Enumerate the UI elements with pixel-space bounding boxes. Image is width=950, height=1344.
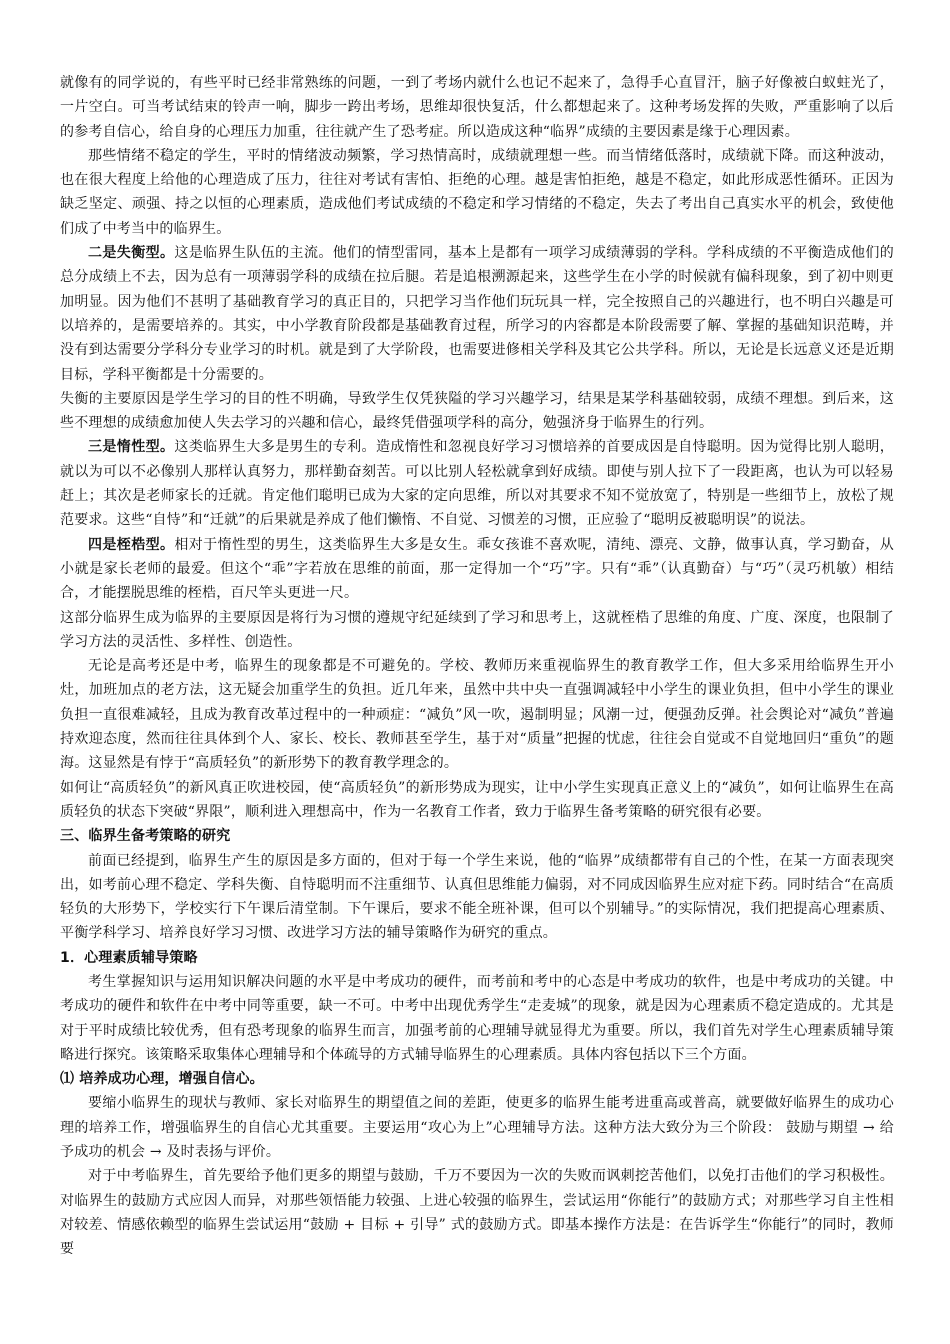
paragraph: 那些情绪不稳定的学生，平时的情绪波动频繁，学习热情高时，成绩就理想一些。而当情绪低落时，成绩就下降。而这种波动，也在很大程度上给他的心理造成了压力，往往对考试有害怕、拒绝的心理。越是害怕拒绝，越是不稳定，如此形成恶性循环。正因为缺乏坚定、顽强、持之以恒的心理素质，造成他们考试成绩的不稳定和学习情绪的不稳定，失去了考出自己真实水平的机会，致使他们成了中考当中的临界生。 [60, 147, 894, 237]
paragraph: 前面已经提到，临界生产生的原因是多方面的，但对于每一个学生来说，他的“临界”成绩都带有自己的个性，在某一方面表现突出，如考前心理不稳定、学科失衡、自恃聪明而不注重细节、认真但思维能力偏弱，对不同成因临界生应对症下药。同时结合“在高质轻负的大形势下，学校实行下午课后清堂制。下午课后，要求不能全班补课，但可以个别辅导。”的实际情况，我们把提高心理素质、平衡学科学习、培养良好学习习惯、改进学习方法的辅导策略作为研究的重点。 [60, 852, 894, 942]
paragraph [60, 435, 894, 532]
paragraph: 这部分临界生成为临界的主要原因是将行为习惯的遵规守纪延续到了学习和思考上，这就桎梏了思维的角度、广度、深度，也限制了学习方法的灵活性、多样性、创造性。 [60, 609, 894, 650]
paragraph: 要缩小临界生的现状与教师、家长对临界生的期望值之间的差距，使更多的临界生能考进重高或普高，就要做好临界生的成功心理的培养工作，增强临界生的自信心尤其重要。主要运用“攻心为上”心理辅导方法。这种方法大致分为三个阶段： 鼓励与期望 → 给予成功的机会 → 及时表扬与评价。 [60, 1095, 894, 1161]
paragraph: 就像有的同学说的，有些平时已经非常熟练的问题，一到了考场内就什么也记不起来了，急得手心直冒汗，脑子好像被白蚁蛀光了，一片空白。可当考试结束的铃声一响，脚步一跨出考场，思维却很快复活，什么都想起来了。这种考场发挥的失败，严重影响了以后的参考自信心，给自身的心理压力加重，往往就产生了恐考症。所以造成这种“临界”成绩的主要因素是缘于心理因素。 [60, 75, 894, 140]
paragraph [60, 533, 894, 606]
paragraph: 无论是高考还是中考，临界生的现象都是不可避免的。学校、教师历来重视临界生的教育教学工作，但大多采用给临界生开小灶，加班加点的老方法，这无疑会加重学生的负担。近几年来，虽然中共中央一直强调减轻中小学生的课业负担，但中小学生的课业负担一直很难减轻，且成为教育改革过程中的一种顽症：“减负”风一吹，遏制明显；风潮一过，便强劲反弹。社会舆论对“减负”普遍持欢迎态度，然而往往具体到个人、家长、校长、教师甚至学生，基于对“质量”把握的忧虑，往往会自觉或不自觉地回归“重负”的题海。这显然是有悖于“高质轻负”的新形势下的教育教学理念的。 [60, 658, 894, 772]
paragraph-lead: 四是桎梏型。 [88, 536, 175, 553]
subsubsection-heading: ⑴ 培养成功心理，增强自信心。 [60, 1071, 264, 1088]
paragraph: 失衡的主要原因是学生学习的目的性不明确，导致学生仅凭狭隘的学习兴趣学习，结果是某学科基础较弱，成绩不理想。到后来，这些不理想的成绩愈加使人失去学习的兴趣和信心，最终凭借强项学科的高分，勉强济身于临界生的行列。 [60, 390, 894, 432]
subsection-heading: 1．心理素质辅导策略 [60, 949, 198, 966]
paragraph [60, 241, 894, 387]
paragraph-text: 这类临界生大多是男生的专利。造成惰性和忽视良好学习习惯培养的首要成因是自恃聪明。因为觉得比别人聪明，就以为可以不必像别人那样认真努力，那样勤奋刻苦。可以比别人轻松就拿到好成绩。即使与别人拉下了一段距离，也认为可以轻易赶上；其次是老师家长的迁就。肯定他们聪明已成为大家的定向思维，所以对其要求不知不觉放宽了，特别是一些细节上，放松了规范要求。这些“自恃”和“迁就”的后果就是养成了他们懒惰、不自觉、习惯差的习惯，正应验了“聪明反被聪明误”的说法。 [60, 439, 895, 529]
section-heading: 三、临界生备考策略的研究 [60, 828, 231, 845]
paragraph: 考生掌握知识与运用知识解决问题的水平是中考成功的硬件，而考前和考中的心态是中考成功的软件，也是中考成功的关键。中考成功的硬件和软件在中考中同等重要，缺一不可。中考中出现优秀学生“走麦城”的现象，就是因为心理素质不稳定造成的。尤其是对于平时成绩比较优秀，但有恐考现象的临界生而言，加强考前的心理辅导就显得尤为重要。所以，我们首先对学生心理素质辅导策略进行探究。该策略采取集体心理辅导和个体疏导的方式辅导临界生的心理素质。具体内容包括以下三个方面。 [60, 973, 894, 1063]
paragraph: 如何让“高质轻负”的新风真正吹进校园，使“高质轻负”的新形势成为现实，让中小学生实现真正意义上的“减负”，如何让临界生在高质轻负的状态下突破“界限”，顺利进入理想高中，作为一名教育工作者，致力于临界生备考策略的研究很有必要。 [60, 779, 894, 820]
paragraph-text: 相对于惰性型的男生，这类临界生大多是女生。乖女孩谁不喜欢呢，清纯、漂亮、文静，做事认真，学习勤奋，从小就是家长老师的最爱。但这个“乖”字若放在思维的前面，那一定得加一个“巧”字。只有“乖”（认真勤奋）与“巧”（灵巧机敏）相结合，才能摆脱思维的桎梏，百尺竿头更进一尺。 [60, 536, 895, 602]
paragraph-text: 这是临界生队伍的主流。他们的情型雷同，基本上是都有一项学习成绩薄弱的学科。学科成绩的不平衡造成他们的总分成绩上不去，因为总有一项薄弱学科的成绩在拉后腿。若是追根溯源起来，这些学生在小学的时候就有偏科现象，到了初中则更加明显。因为他们不甚明了基础教育学习的真正目的，只把学习当作他们玩玩具一样，完全按照自己的兴趣进行，也不明白兴趣是可以培养的，是需要培养的。其实，中小学教育阶段都是基础教育过程，所学习的内容都是本阶段需要了解、掌握的基础知识范畴，并没有到达需要分学科分专业学习的时机。就是到了大学阶段，也需要进修相关学科及其它公共学科。所以，无论是长远意义还是近期目标，学科平衡都是十分需要的。 [60, 245, 895, 383]
paragraph-lead: 二是失衡型。 [88, 245, 175, 262]
paragraph: 对于中考临界生，首先要给予他们更多的期望与鼓励，千万不要因为一次的失败而讽刺挖苦他们，以免打击他们的学习积极性。对临界生的鼓励方式应因人而异，对那些领悟能力较强、上进心较强的临界生，尝试运用“你能行”的鼓励方式；对那些学习自主性相对较差、情感依赖型的临界生尝试运用“鼓励 + 目标 + 引导” 式的鼓励方式。即基本操作方法是：在告诉学生“你能行”的同时，教师要 [60, 1168, 894, 1258]
paragraph-lead: 三是惰性型。 [88, 439, 175, 456]
